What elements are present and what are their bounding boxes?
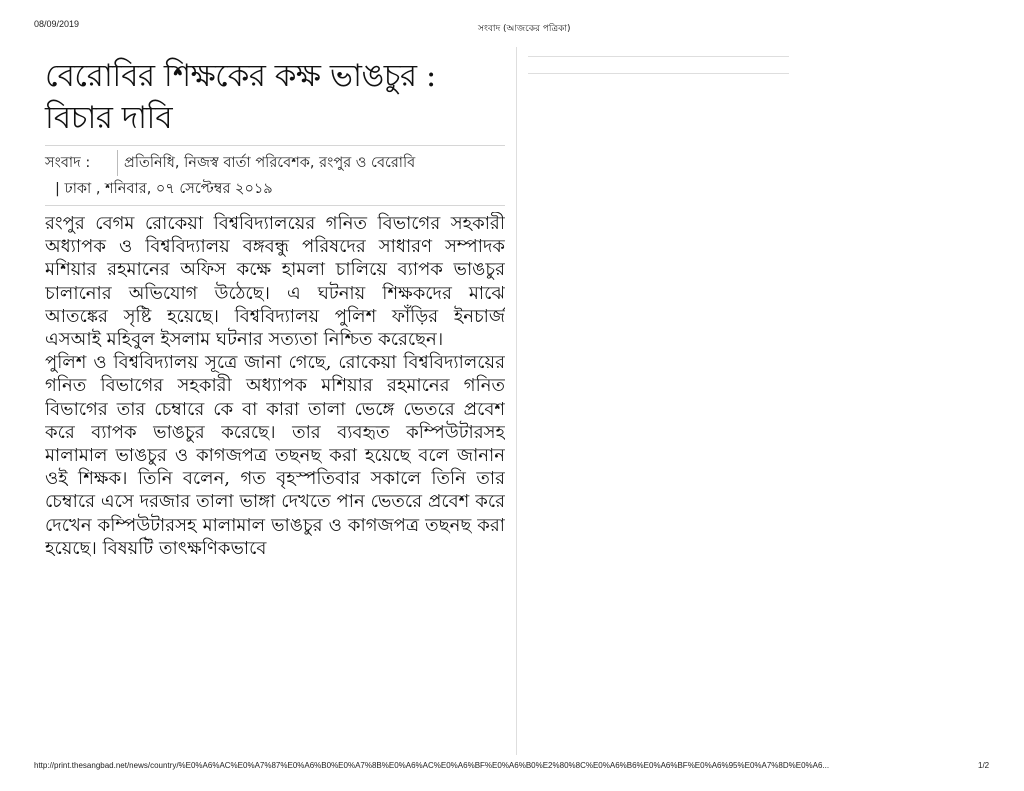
column-divider bbox=[516, 47, 517, 755]
article-headline: বেরোবির শিক্ষকের কক্ষ ভাঙচুর : বিচার দাবি bbox=[45, 58, 436, 136]
print-date: 08/09/2019 bbox=[34, 19, 80, 29]
article-body bbox=[45, 212, 505, 732]
byline-row bbox=[45, 150, 505, 176]
byline-box bbox=[45, 145, 505, 206]
print-page-title: সংবাদ (আজকের পত্রিকা) bbox=[478, 24, 571, 34]
article-paragraph: পুলিশ ও বিশ্ববিদ্যালয় সূত্রে জানা গেছে, রোকেয়া বিশ্ববিদ্যালয়ের গনিত বিভাগের সহকারী অধ্যাপক মশিয়ার রহমানের গনিত বিভাগের তার চেম্বারে কে বা কারা তালা ভেঙ্গে ভেতরে প্রবেশ করে ব্যাপক ভাঙচুর করেছে। তার ব্যবহৃত কম্পিউটারসহ মালামাল ভাঙচুর ও কাগজপত্র তছনছ করা হয়েছে বলে জানান ওই শিক্ষক। তিনি বলেন, গত বৃহস্পতিবার সকালে তিনি তার চেম্বারে এসে দরজার তালা ভাঙ্গা দেখতে পান ভেতরে প্রবেশ করে দেখেন কম্পিউটারসহ মালামাল ভাঙচুর ও কাগজপত্র তছনছ করা হয়েছে। বিষয়টি তাৎক্ষণিকভাবে bbox=[45, 352, 505, 559]
article-dateline: | ঢাকা , শনিবার, ০৭ সেপ্টেম্বর ২০১৯ bbox=[55, 181, 273, 197]
sidebar-rule bbox=[528, 73, 789, 74]
sidebar-rule bbox=[528, 56, 789, 57]
article-paragraph: রংপুর বেগম রোকেয়া বিশ্ববিদ্যালয়ের গনিত বিভাগের সহকারী অধ্যাপক ও বিশ্ববিদ্যালয় বঙ্গবন্ধু পরিষদের সাধারণ সম্পাদক মশিয়ার রহমানের অফিস কক্ষে হামলা চালিয়ে ব্যাপক ভাঙচুর চালানোর অভিযোগ উঠেছে। এ ঘটনায় শিক্ষকদের মাঝে আতঙ্কের সৃষ্টি হয়েছে। বিশ্ববিদ্যালয় পুলিশ ফাঁড়ির ইনচার্জ এসআই মহিবুল ইসলাম ঘটনার সত্যতা নিশ্চিত করেছেন। bbox=[45, 213, 505, 351]
print-footer-url: http://print.thesangbad.net/news/country/%E0%A6%AC%E0%A7%87%E0%A6%B0%E0%A7%8B%E0%A6%AC%E0%A6%BF%E0%A6%B0%E2%80%8C%E0%A6%B6%E0%A6%BF%E0%A6%95%E0%A7%8D%E0%A6... bbox=[34, 761, 830, 770]
byline-source: প্রতিনিধি, নিজস্ব বার্তা পরিবেশক, রংপুর ও বেরোবি bbox=[117, 150, 415, 176]
byline-label: সংবাদ : bbox=[45, 155, 91, 171]
article bbox=[45, 55, 505, 732]
print-page-number: 1/2 bbox=[978, 761, 990, 770]
